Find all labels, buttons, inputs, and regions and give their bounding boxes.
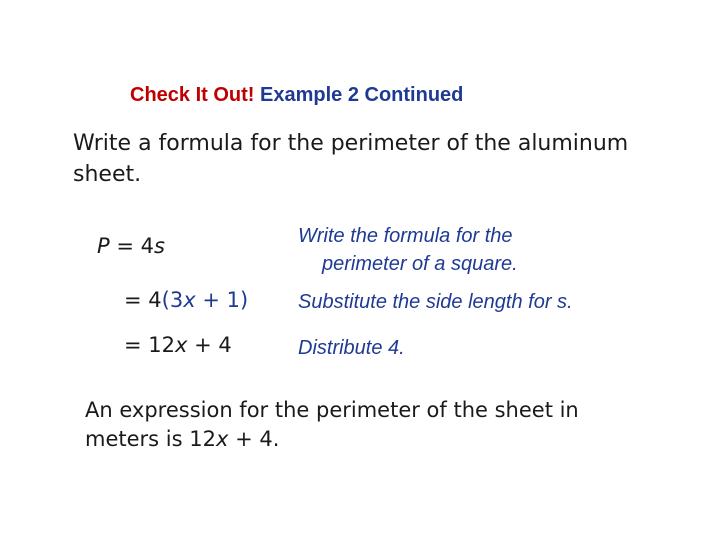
step-1-note-line1: Write the formula for the [298, 225, 513, 247]
step-1-note [298, 222, 518, 278]
step-2-rest: + 1) [195, 288, 249, 312]
conclusion-text [85, 396, 645, 454]
slide-title [130, 84, 463, 107]
title-example: Example 2 Continued [260, 84, 464, 106]
step-1-var-s: s [153, 234, 165, 258]
step-2-open: (3 [161, 288, 184, 312]
step-3-prefix: = 12 [124, 333, 175, 357]
step-2-note: Substitute the side length for s. [298, 291, 573, 313]
step-2-prefix: = 4 [124, 288, 162, 312]
title-check-it-out: Check It Out! [130, 84, 255, 106]
step-3-equation [124, 333, 232, 357]
step-1-equals: = 4 [109, 234, 154, 258]
step-2-equation [124, 288, 248, 312]
step-1-var-p: P [97, 234, 110, 258]
conclusion-rest: + 4. [228, 427, 280, 451]
step-1-note-line2: perimeter of a square. [322, 253, 518, 275]
step-1-equation [97, 234, 165, 258]
step-3-note: Distribute 4. [298, 337, 405, 359]
step-2-var-x: x [183, 288, 196, 312]
step-3-var-x: x [175, 333, 188, 357]
conclusion-var-x: x [215, 427, 229, 451]
conclusion-main: An expression for the perimeter of the sheet in meters is 12 [85, 398, 579, 451]
intro-text: Write a formula for the perimeter of the aluminum sheet. [73, 131, 629, 187]
step-2-paren [162, 288, 249, 312]
step-3-rest: + 4 [187, 333, 232, 357]
